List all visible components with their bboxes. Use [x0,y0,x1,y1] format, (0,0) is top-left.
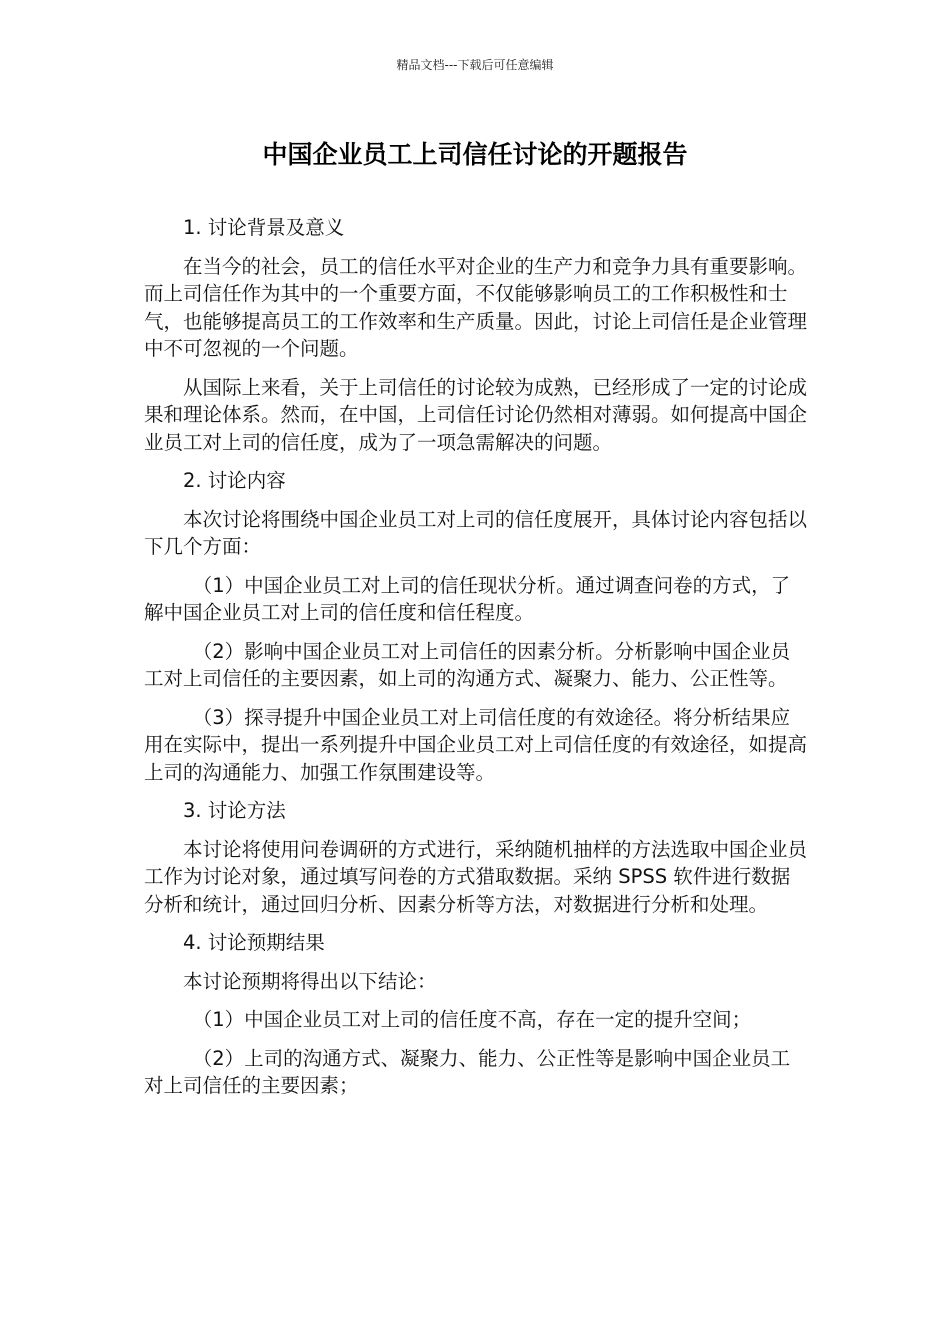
document-title: 中国企业员工上司信任讨论的开题报告 [262,140,688,169]
document-body [144,214,808,1111]
paragraph: 在当今的社会，员工的信任水平对企业的生产力和竞争力具有重要影响。而上司信任作为其中的一个重要方面，不仅能够影响员工的工作积极性和士气，也能够提高员工的工作效率和生产质量。因此，讨论上司信任是企业管理中不可忽视的一个问题。 [144,254,808,360]
list-item: （2）影响中国企业员工对上司信任的因素分析。分析影响中国企业员工对上司信任的主要因素，如上司的沟通方式、凝聚力、能力、公正性等。 [144,639,791,690]
list-item: （1）中国企业员工对上司的信任度不高，存在一定的提升空间； [192,1008,752,1031]
paragraph: 本讨论预期将得出以下结论： [183,969,437,993]
header-note: 精品文档---下载后可任意编辑 [396,58,554,72]
paragraph: 从国际上来看，关于上司信任的讨论较为成熟，已经形成了一定的讨论成果和理论体系。然而，在中国，上司信任讨论仍然相对薄弱。如何提高中国企业员工对上司的信任度，成为了一项急需解决的问题。 [144,375,808,454]
paragraph: 本讨论将使用问卷调研的方式进行，采纳随机抽样的方法选取中国企业员工作为讨论对象，通过填写问卷的方式猎取数据。采纳 SPSS 软件进行数据分析和统计，通过回归分析、因素分析等方法，对数据进行分析和处理。 [144,837,808,916]
paragraph: 本次讨论将围绕中国企业员工对上司的信任度展开，具体讨论内容包括以下几个方面： [144,507,808,558]
section-heading-background: 1. 讨论背景及意义 [183,216,345,239]
section-heading-method: 3. 讨论方法 [183,799,286,822]
list-item: （2）上司的沟通方式、凝聚力、能力、公正性等是影响中国企业员工对上司信任的主要因素； [144,1046,791,1097]
section-heading-content: 2. 讨论内容 [183,469,286,492]
list-item: （1）中国企业员工对上司的信任现状分析。通过调查问卷的方式，了解中国企业员工对上司的信任度和信任程度。 [144,573,791,624]
section-heading-expected-results: 4. 讨论预期结果 [183,931,325,954]
list-item: （3）探寻提升中国企业员工对上司信任度的有效途径。将分析结果应用在实际中，提出一系列提升中国企业员工对上司信任度的有效途径，如提高上司的沟通能力、加强工作氛围建设等。 [144,705,808,784]
